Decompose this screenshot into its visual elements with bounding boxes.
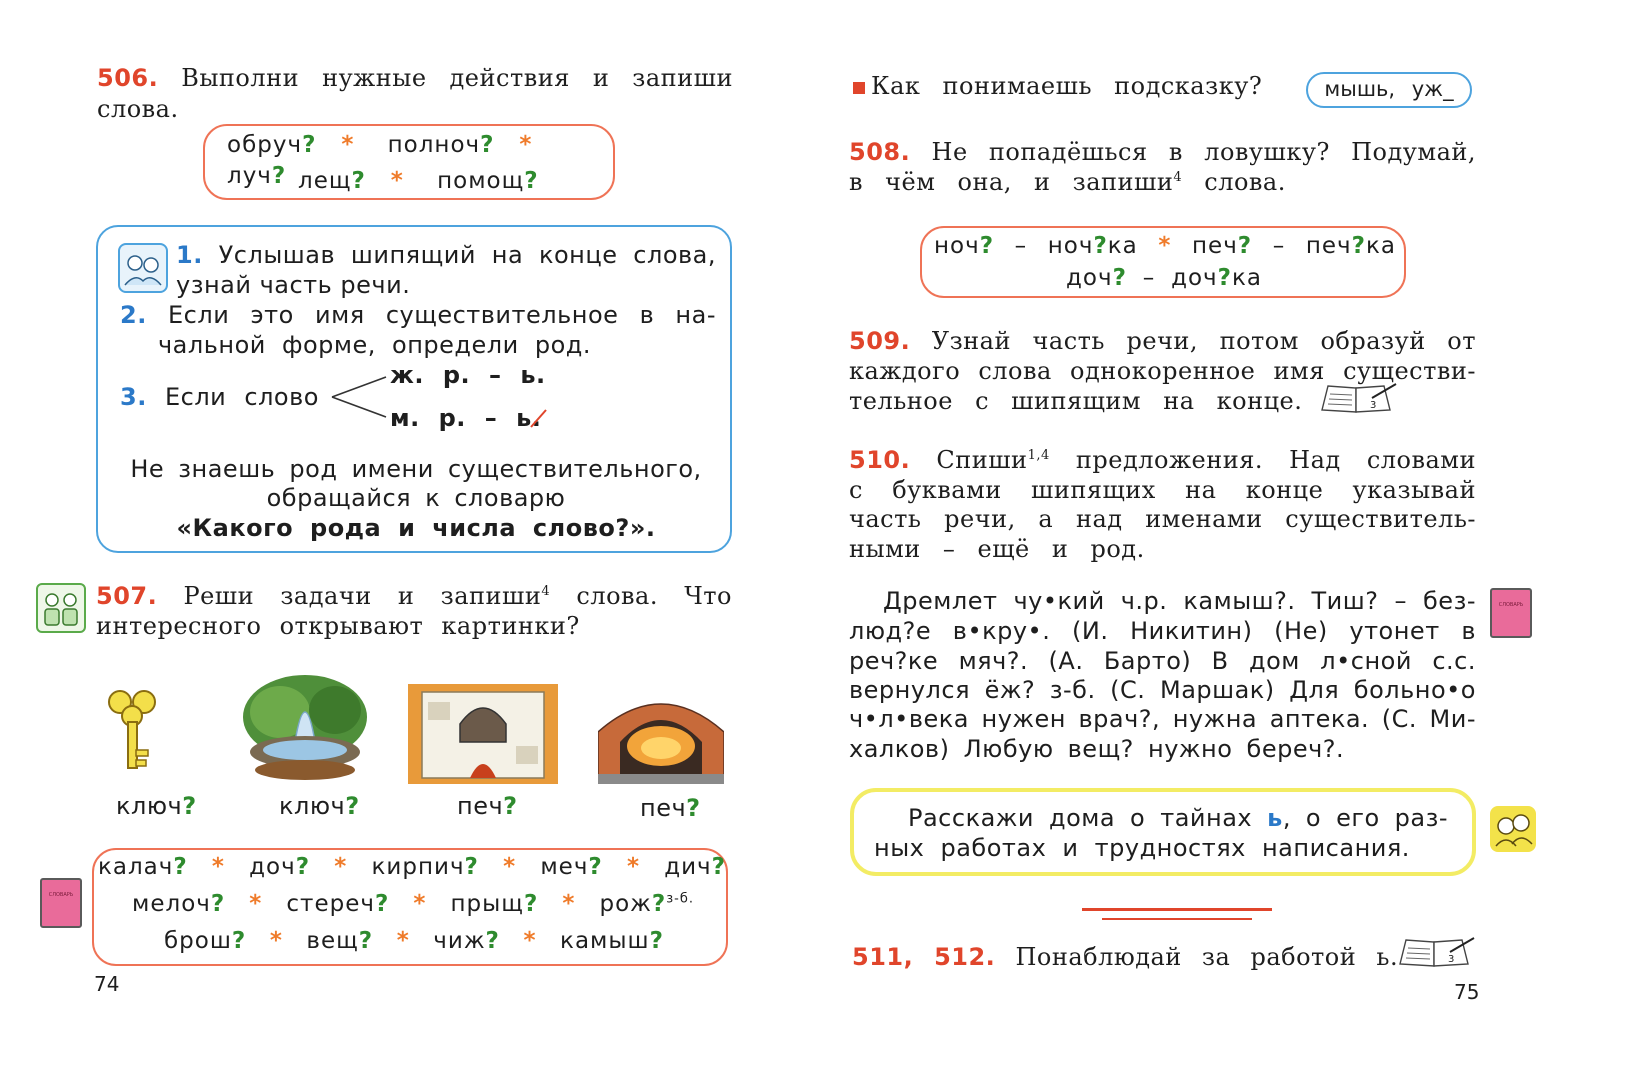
rule-step1-line2: узнай часть речи. bbox=[176, 271, 411, 299]
passage-line6: халков) Любую вещ? нужно береч?. bbox=[849, 735, 1345, 763]
spring-picture bbox=[240, 672, 370, 782]
ex506-line2: слова. bbox=[97, 95, 179, 123]
ex506-word-box bbox=[203, 124, 615, 200]
passage-line4: вернулся ёж? з-б. (С. Маршак) Для больно•о bbox=[849, 676, 1476, 704]
hint-question: Как понимаешь подсказку? bbox=[871, 72, 1263, 100]
ex510-line3: часть речи, а над именами существитель- bbox=[849, 505, 1476, 533]
passage-line3: реч?ке мяч?. (А. Барто) В дом л•сной с.с. bbox=[849, 647, 1476, 675]
key-picture bbox=[100, 684, 164, 776]
ex508-row2: доч? – доч?ка bbox=[1066, 265, 1262, 291]
fire-picture bbox=[598, 684, 724, 784]
passage-line2: люд?е в•кру•. (И. Никитин) (Не) утонет в bbox=[849, 617, 1476, 645]
wordbox-row2: мелоч? * стереч? * прыщ? * рож?$^{з-б.}$ bbox=[132, 891, 694, 917]
ex506-words-row1: обруч? * полноч? * луч? bbox=[227, 132, 533, 189]
story-line2: ных работах и трудностях написания. bbox=[874, 834, 1410, 862]
rule-step3: 3. Если слово bbox=[120, 383, 319, 411]
hint-bubble: мышь, уж_ bbox=[1306, 72, 1472, 108]
rule-note-line1: Не знаешь род имени существительного, bbox=[130, 455, 702, 483]
ex506-line1 bbox=[97, 62, 733, 94]
caption-fire: печ? bbox=[640, 794, 701, 822]
divider-line-top bbox=[1082, 908, 1272, 911]
ex507-word-box bbox=[92, 848, 728, 966]
dictionary-icon: СЛОВАРЬ bbox=[40, 878, 82, 928]
ex508-line1: 508. Не попадёшься в ловушку? Подумай, bbox=[849, 138, 1476, 166]
ex507-line1: 507. Реши задачи и запиши$^4$ слова. Что bbox=[96, 582, 732, 610]
svg-text:3: 3 bbox=[1448, 954, 1455, 965]
dictionary-icon-right: СЛОВАРЬ bbox=[1490, 588, 1532, 638]
red-square-marker bbox=[853, 82, 865, 94]
ex510-line2: с буквами шипящих на конце указывай bbox=[849, 476, 1476, 504]
workbook-icon-2 bbox=[1396, 934, 1476, 972]
ex508-line2: в чём она, и запиши$^4$ слова. bbox=[849, 168, 1286, 196]
ex506-words-row2: лещ? * помощ? bbox=[298, 168, 539, 194]
passage-line5: ч•л•века нужен врач?, нужна аптека. (С. Ми- bbox=[849, 705, 1476, 733]
caption-spring: ключ? bbox=[279, 792, 360, 820]
divider-line-bottom bbox=[1102, 918, 1252, 920]
rule-branch-masculine: м. р. – ь. bbox=[390, 404, 542, 432]
branch-lines bbox=[330, 373, 390, 421]
family-talk-icon bbox=[1490, 806, 1536, 852]
ex510-line4: ными – ещё и род. bbox=[849, 535, 1145, 563]
rule-step2-line2: чальной форме, определи род. bbox=[158, 331, 591, 359]
ex507-line2: интересного открывают картинки? bbox=[96, 612, 580, 640]
story-box bbox=[850, 788, 1476, 876]
ex508-word-box bbox=[920, 226, 1406, 298]
passage-line1: Дремлет чу•кий ч.р. камыш?. Тиш? – без- bbox=[883, 587, 1476, 615]
ex511-line: 511, 512. Понаблюдай за работой ь. bbox=[852, 943, 1399, 971]
rule-note-line2: обращайся к словарю bbox=[266, 484, 566, 512]
ex510-line1: 510. Спиши$^{1,4}$ предложения. Над словами bbox=[849, 446, 1476, 474]
wordbox-row1: калач? * доч? * кирпич? * меч? * дич? bbox=[98, 854, 726, 880]
story-line1: Расскажи дома о тайнах ь, о его раз- bbox=[908, 804, 1449, 832]
two-children-icon bbox=[36, 583, 86, 633]
page-number-left: 74 bbox=[94, 972, 120, 996]
ex509-line1: 509. Узнай часть речи, потом образуй от bbox=[849, 327, 1476, 355]
stove-picture bbox=[408, 684, 558, 784]
caption-stove: печ? bbox=[457, 792, 518, 820]
wordbox-row3: брош? * вещ? * чиж? * камыш? bbox=[164, 928, 664, 954]
rule-box bbox=[96, 225, 732, 553]
ex509-line3: тельное с шипящим на конце. bbox=[849, 387, 1303, 415]
ex506-number: 506. bbox=[97, 64, 159, 92]
ex508-row1: ноч? – ноч?ка * печ? – печ?ка bbox=[934, 233, 1396, 259]
page-number-right: 75 bbox=[1454, 980, 1480, 1004]
rule-branch-feminine: ж. р. – ь. bbox=[390, 361, 546, 389]
strike-mark bbox=[528, 407, 550, 431]
ex509-line2: каждого слова однокоренное имя существи- bbox=[849, 357, 1476, 385]
rule-step2-line1: 2. Если это имя существительное в на- bbox=[120, 301, 716, 329]
svg-text:3: 3 bbox=[1370, 400, 1377, 411]
children-reading-icon bbox=[118, 243, 168, 293]
rule-step1-line1: 1. Услышав шипящий на конце слова, bbox=[176, 241, 716, 269]
ex506-text: Выполни нужные действия и запиши bbox=[181, 64, 733, 92]
workbook-icon bbox=[1318, 380, 1398, 418]
caption-key: ключ? bbox=[116, 792, 197, 820]
rule-note-line3: «Какого рода и числа слово?». bbox=[176, 514, 656, 542]
